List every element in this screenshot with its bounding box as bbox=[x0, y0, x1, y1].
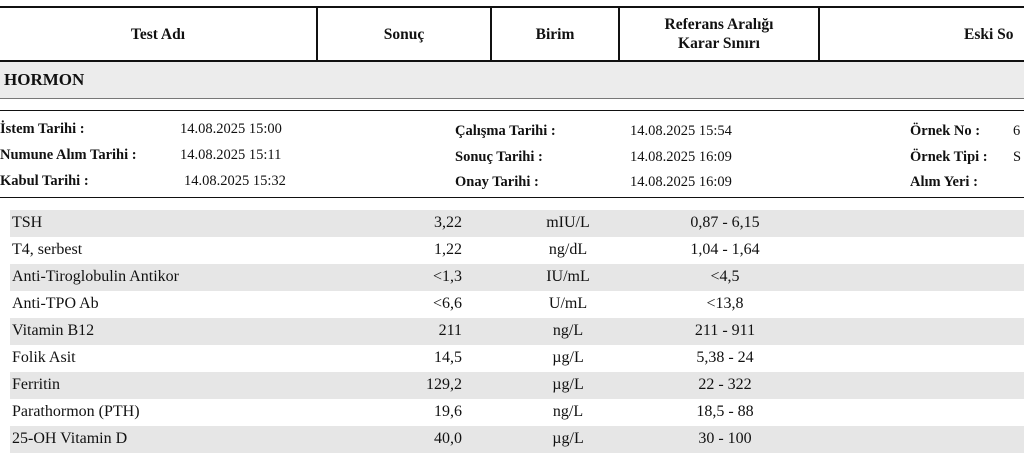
unit-cell: U/mL bbox=[548, 295, 588, 312]
test-name-cell: Vitamin B12 bbox=[12, 322, 95, 339]
sonuc-value: 14.08.2025 16:09 bbox=[630, 149, 732, 165]
numune-label: Numune Alım Tarihi : bbox=[0, 147, 137, 163]
onay-label: Onay Tarihi : bbox=[455, 174, 539, 190]
ornek-no-label: Örnek No : bbox=[910, 123, 981, 139]
calisma-value: 14.08.2025 15:54 bbox=[630, 123, 732, 139]
unit-cell: µg/L bbox=[552, 376, 584, 393]
result-cell: 3,22 bbox=[434, 214, 462, 231]
result-cell: <6,6 bbox=[432, 295, 462, 312]
result-cell: 1,22 bbox=[434, 241, 462, 258]
header-unit: Birim bbox=[535, 25, 575, 43]
header-reference bbox=[620, 8, 818, 60]
numune-value: 14.08.2025 15:11 bbox=[180, 147, 282, 163]
table-row bbox=[10, 345, 1024, 372]
result-cell: 211 bbox=[438, 322, 462, 339]
test-name-cell: Anti-TPO Ab bbox=[12, 295, 99, 312]
table-header bbox=[0, 6, 1024, 62]
header-divider bbox=[316, 6, 318, 60]
alim-yeri-label: Alım Yeri : bbox=[910, 174, 978, 190]
reference-cell: 0,87 - 6,15 bbox=[690, 214, 760, 231]
reference-cell: 22 - 322 bbox=[698, 376, 752, 393]
section-title: HORMON bbox=[4, 70, 85, 89]
result-cell: 129,2 bbox=[426, 376, 462, 393]
unit-cell: IU/mL bbox=[546, 268, 590, 285]
table-row bbox=[10, 264, 1024, 291]
header-result: Sonuç bbox=[383, 25, 425, 43]
kabul-value: 14.08.2025 15:32 bbox=[184, 173, 286, 189]
header-divider bbox=[490, 6, 492, 60]
ornek-no-value: 6 bbox=[1013, 123, 1021, 139]
ornek-tipi-value: S bbox=[1013, 149, 1022, 165]
ornek-tipi-label: Örnek Tipi : bbox=[910, 149, 988, 165]
table-row bbox=[10, 210, 1024, 237]
istem-label: İstem Tarihi : bbox=[0, 121, 85, 137]
test-name-cell: Anti-Tiroglobulin Antikor bbox=[12, 268, 179, 285]
section-bar bbox=[0, 62, 1024, 99]
istem-value: 14.08.2025 15:00 bbox=[180, 121, 282, 137]
onay-value: 14.08.2025 16:09 bbox=[630, 174, 732, 190]
reference-cell: 30 - 100 bbox=[698, 430, 752, 447]
test-name-cell: Parathormon (PTH) bbox=[12, 403, 140, 420]
reference-cell: <4,5 bbox=[710, 268, 740, 285]
reference-cell: 211 - 911 bbox=[694, 322, 756, 339]
test-name-cell: T4, serbest bbox=[12, 241, 83, 258]
unit-cell: ng/L bbox=[552, 322, 584, 339]
header-divider bbox=[818, 6, 820, 60]
test-name-cell: Folik Asit bbox=[12, 349, 76, 366]
reference-cell: 18,5 - 88 bbox=[696, 403, 754, 420]
table-row bbox=[10, 318, 1024, 345]
header-ref-line2: Karar Sınırı bbox=[678, 35, 760, 52]
sample-info-box bbox=[0, 110, 1024, 198]
unit-cell: µg/L bbox=[552, 349, 584, 366]
header-divider bbox=[618, 6, 620, 60]
unit-cell: ng/L bbox=[552, 403, 584, 420]
table-row bbox=[10, 426, 1024, 453]
header-test-name: Test Adı bbox=[130, 25, 186, 43]
test-name-cell: Ferritin bbox=[12, 376, 60, 393]
test-name-cell: TSH bbox=[12, 214, 43, 231]
unit-cell: µg/L bbox=[552, 430, 584, 447]
table-row bbox=[10, 237, 1024, 264]
calisma-label: Çalışma Tarihi : bbox=[455, 123, 556, 139]
result-cell: 40,0 bbox=[434, 430, 462, 447]
kabul-label: Kabul Tarihi : bbox=[0, 173, 89, 189]
reference-cell: 5,38 - 24 bbox=[696, 349, 754, 366]
table-row bbox=[10, 291, 1024, 318]
unit-cell: mIU/L bbox=[546, 214, 590, 231]
table-row bbox=[10, 372, 1024, 399]
result-cell: 19,6 bbox=[434, 403, 462, 420]
result-cell: <1,3 bbox=[432, 268, 462, 285]
sonuc-label: Sonuç Tarihi : bbox=[455, 149, 543, 165]
result-cell: 14,5 bbox=[434, 349, 462, 366]
unit-cell: ng/dL bbox=[548, 241, 588, 258]
reference-cell: <13,8 bbox=[706, 295, 744, 312]
test-name-cell: 25-OH Vitamin D bbox=[12, 430, 128, 447]
reference-cell: 1,04 - 1,64 bbox=[690, 241, 760, 258]
header-ref-line1: Referans Aralığı bbox=[664, 16, 774, 33]
table-row bbox=[10, 399, 1024, 426]
header-old-result: Eski So bbox=[964, 25, 1014, 43]
